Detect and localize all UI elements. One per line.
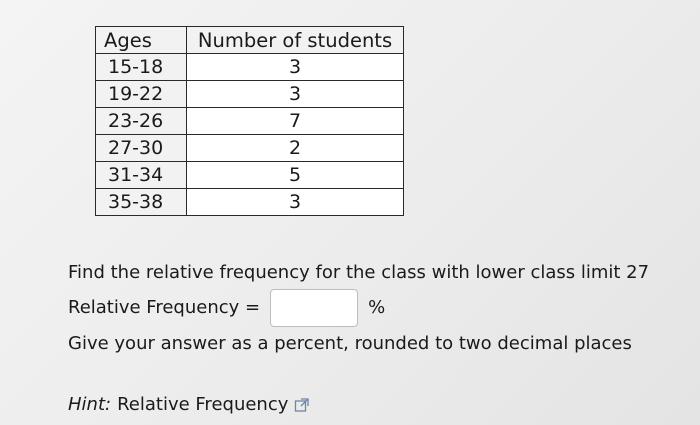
table-row xyxy=(96,162,404,189)
age-cell: 23-26 xyxy=(96,108,187,135)
table-row xyxy=(96,81,404,108)
age-cell: 15-18 xyxy=(96,54,187,81)
answer-row xyxy=(68,289,385,327)
table-row xyxy=(96,135,404,162)
age-cell: 27-30 xyxy=(96,135,187,162)
students-column-header: Number of students xyxy=(187,27,404,54)
count-cell: 3 xyxy=(187,81,404,108)
count-cell: 3 xyxy=(187,189,404,216)
count-cell: 3 xyxy=(187,54,404,81)
frequency-table xyxy=(95,26,404,216)
relative-frequency-input[interactable] xyxy=(270,289,358,327)
ages-column-header: Ages xyxy=(96,27,187,54)
table-row xyxy=(96,54,404,81)
hint-link-text: Relative Frequency xyxy=(117,394,289,415)
question-prompt: Find the relative frequency for the class with lower class limit 27 xyxy=(68,262,650,283)
count-cell: 5 xyxy=(187,162,404,189)
age-cell: 35-38 xyxy=(96,189,187,216)
count-cell: 7 xyxy=(187,108,404,135)
answer-label: Relative Frequency = xyxy=(68,297,261,318)
answer-instruction: Give your answer as a percent, rounded to two decimal places xyxy=(68,333,632,354)
external-link-icon xyxy=(294,397,310,413)
table-header-row xyxy=(96,27,404,54)
hint-label: Hint: xyxy=(68,394,112,415)
count-cell: 2 xyxy=(187,135,404,162)
table-row xyxy=(96,189,404,216)
hint-link[interactable] xyxy=(117,393,310,417)
hint xyxy=(68,393,310,417)
table-row xyxy=(96,108,404,135)
percent-unit: % xyxy=(368,297,386,318)
age-cell: 31-34 xyxy=(96,162,187,189)
age-cell: 19-22 xyxy=(96,81,187,108)
